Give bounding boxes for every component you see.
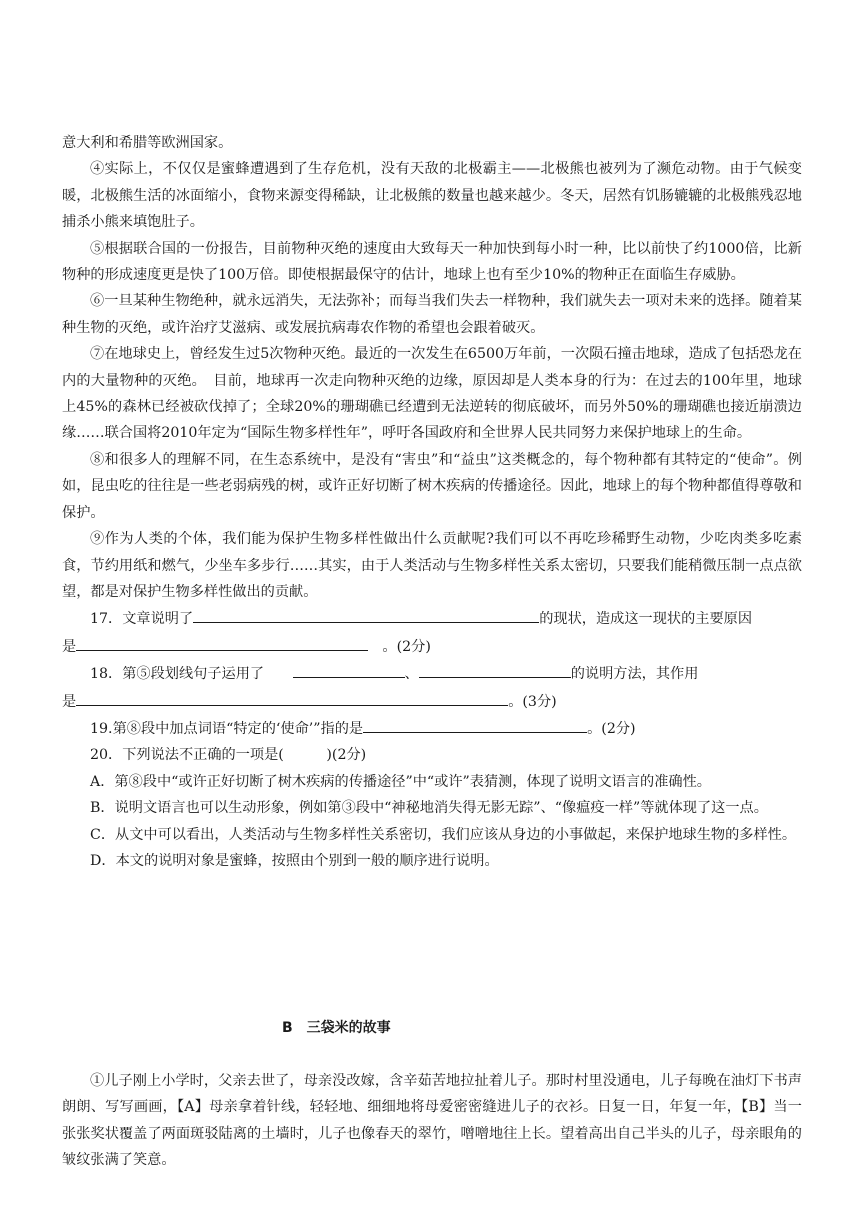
paragraph-5: ⑤根据联合国的一份报告，目前物种灭绝的速度由大致每天一种加快到每小时一种，比以前快了约1000倍，比新物种的形成速度更是快了100万倍。即使根据最保守的估计，地球上也有至少10%的物种正在面临生存威胁。 — [62, 240, 802, 284]
question-20: 20．下列说法不正确的一项是( )(2分) — [90, 747, 367, 764]
passage-b-paragraph-1: ①儿子刚上小学时，父亲去世了，母亲没改嫁，含辛茹苦地拉扯着儿子。那时村里没通电，儿子每晚在油灯下书声朗朗、写写画画，【A】母亲拿着针线，轻轻地、细细地将母爱密密缝进儿子的衣衫。日复一日，年复一年，【B】当一张张奖状覆盖了两面斑驳陆离的土墙时，儿子也像春天的翠竹，噌噌地往上长。望着高出自己半头的儿子，母亲眼角的皱纹张满了笑意。 — [62, 1073, 802, 1169]
question-18-prompt: 18．第⑤段划线句子运用了 — [90, 666, 265, 683]
paragraph-3-tail: 意大利和希腊等欧洲国家。 — [62, 135, 233, 151]
paragraph-6: ⑥一旦某种生物绝种，就永远消失，无法弥补；而每当我们失去一样物种，我们就失去一项对未来的选择。随着某种生物的灭绝，或许治疗艾滋病、或发展抗病毒农作物的希望也会跟着破灭。 — [62, 293, 802, 336]
answer-blank-18-1[interactable] — [293, 660, 405, 678]
answer-blank-17-2[interactable] — [76, 633, 368, 651]
answer-blank-17-1[interactable] — [193, 605, 539, 623]
question-18-line-2 — [62, 688, 802, 715]
question-18-score: 。(3分) — [508, 693, 557, 710]
question-17-prompt-2: 的现状，造成这一现状的主要原因 — [539, 611, 753, 628]
question-18-prompt-2: 的说明方法，其作用 — [570, 666, 699, 683]
passage-b — [62, 1068, 802, 1174]
option-b[interactable]: B．说明文语言也可以生动形象，例如第③段中“神秘地消失得无影无踪”、“像瘟疫一样”等就体现了这一点。 — [90, 800, 768, 817]
question-17-line-2 — [62, 633, 802, 660]
answer-blank-18-3[interactable] — [76, 688, 508, 706]
paragraph-4: ④实际上，不仅仅是蜜蜂遭遇到了生存危机，没有天敌的北极霸主——北极熊也被列为了濒危动物。由于气候变暖，北极熊生活的冰面缩小，食物来源变得稀缺，让北极熊的数量也越来越少。冬天，居然有饥肠辘辘的北极熊残忍地捕杀小熊来填饱肚子。 — [62, 161, 802, 231]
question-17-prompt-3: 是 — [62, 638, 77, 655]
question-19-prompt: 19.第⑧段中加点词语“特定的‘使命’”指的是 — [90, 720, 364, 737]
question-18 — [62, 660, 802, 687]
question-19-score: 。(2分) — [587, 720, 636, 737]
passage-b-heading — [62, 1017, 802, 1037]
question-19 — [62, 715, 802, 742]
paragraph-9: ⑨作为人类的个体，我们能为保护生物多样性做出什么贡献呢?我们可以不再吃珍稀野生动物，少吃肉类多吃素食，节约用纸和燃气，少坐车多步行……其实，由于人类活动与生物多样性关系太密切，只要我们能稍微压制一点点欲望，都是对保护生物多样性做出的贡献。 — [62, 531, 802, 600]
question-17-score: 。(2分) — [382, 638, 431, 655]
paragraph-7: ⑦在地球史上，曾经发生过5次物种灭绝。最近的一次发生在6500万年前，一次陨石撞击地球，造成了包括恐龙在内的大量物种的灭绝。 目前，地球再一次走向物种灭绝的边缘，原因却是人类本身的行为：在过去的100年里，地球上45%的森林已经被砍伐掉了；全球20%的珊瑚礁已经遭到无法逆转的彻底破坏，而另外50%的珊瑚礁也接近崩溃边缘……联合国将2010年定为“国际生物多样性年”，呼吁各国政府和全世界人民共同努力来保护地球上的生命。 — [62, 346, 802, 442]
passage-a — [62, 130, 802, 874]
question-17-prompt: 17．文章说明了 — [90, 611, 194, 628]
answer-blank-18-2[interactable] — [419, 660, 571, 678]
question-18-separator: 、 — [404, 666, 419, 683]
question-18-prompt-3: 是 — [62, 693, 77, 710]
paragraph-8: ⑧和很多人的理解不同，在生态系统中，是没有“害虫”和“益虫”这类概念的，每个物种都有其特定的“使命”。例如，昆虫吃的往往是一些老弱病残的树，或许正好切断了树木疾病的传播途径。因此，地球上的每个物种都值得尊敬和保护。 — [62, 451, 802, 521]
section-title: B 三袋米的故事 — [282, 1020, 391, 1036]
option-a[interactable]: A．第⑧段中“或许正好切断了树木疾病的传播途径”中“或许”表猜测，体现了说明文语言的准确性。 — [90, 773, 711, 790]
option-c[interactable]: C．从文中可以看出，人类活动与生物多样性关系密切，我们应该从身边的小事做起，来保护地球生物的多样性。 — [90, 826, 797, 843]
answer-blank-19[interactable] — [363, 715, 587, 733]
option-d[interactable]: D．本文的说明对象是蜜蜂，按照由个别到一般的顺序进行说明。 — [90, 852, 499, 869]
question-17 — [62, 605, 802, 632]
